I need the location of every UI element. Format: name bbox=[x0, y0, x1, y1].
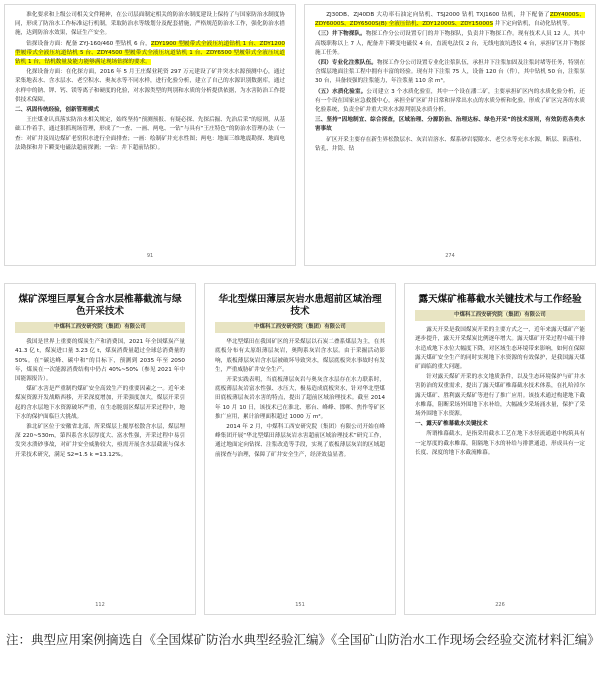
paragraph-text: 我国是世界上重要的煤炭生产和消费国，2021 年全国煤炭产量 41.3 亿 t，煤炭进口量 3.23 亿 t，煤炭消费量超过全球总消费量的 50%。在“碳达峰、碳中和”的目标下，预测到 2035 年至 2050 年，煤炭在一次能源消费结构中仍占 40%~50%（参见 2021 年中国能源报告）。 bbox=[15, 339, 185, 383]
page-number: 91 bbox=[146, 252, 154, 259]
paragraph-text: 华北型煤田在我国矿区的开采煤层以石炭二叠系煤层为主，在其底板分布有太原组薄层灰岩，奥陶系灰岩含水层。由于采掘活动影响，底板薄层灰岩含水层被破坏导致突水，煤层底板突水事故时有发生，严重威胁矿井安全生产。 bbox=[215, 339, 385, 373]
section-heading bbox=[315, 59, 585, 87]
paragraph bbox=[215, 423, 385, 460]
paragraph-text: 公司建立 3 个水质化验室，其中一个设在潘二矿，主要承担矿区内的水质化验分析，还有一个设在国家应急救援中心，承担全矿区矿井日常和异常出水点的水质分析和化验，形成了矿区完善的水质化验系统，负责全矿井重大突水水源判别及水质分析。 bbox=[315, 88, 585, 114]
paragraph-text: 准化要求和上级公司相关文件精神，在公司层面制定相关的防治水制度建设上保持了与国家防治水制度协同，形成了防治水工作标准运行机制，采取防治水等级划分及配套措施，严格规范防治水工作，强化防治水措施，达到防治水效果，保证生产安全。 bbox=[15, 12, 285, 37]
paragraph-text: 2014 年 2 月，中煤科工西安研究院（集团）有限公司开始在峰峰集团开展“华北型煤田薄层灰岩水害超前区域治理技术”研究工作，通过地面定向钻探、注浆改造等手段，实现了底板薄层灰岩的区域超前探查与治理，保障了矿井安全生产，经济效益显著。 bbox=[215, 424, 385, 458]
paragraph-text: 露天开采是我国煤炭开采的主要方式之一，近年来露天煤矿产能逐步提升，露天开采煤炭比例逐年增大。露天煤矿开采过程中疏干排水造成地下水位大幅度下降，对区域生态环境带来影响，如何在保障露天煤矿安全生产的同时实现地下水资源的有效保护，是我国露天煤矿面临的重大问题。 bbox=[415, 327, 585, 371]
section-heading bbox=[315, 30, 585, 58]
document-page-5 bbox=[404, 283, 596, 615]
article-title: 露天煤矿椎幕截水关键技术与工作经验 bbox=[418, 294, 582, 305]
paragraph-text: 开采实践表明，当底板薄层灰岩与奥灰含水层存在水力联系时，底板薄层灰岩富水性强、水压大，极易造成底板突水，针对华北型煤田底板薄层灰岩水害的特点，提出了超前区域治理技术。截至 2014 年 10 月 10 日，该技术已在淮北、邢台、峰峰、邯郸、焦作等矿区推广应用，累计治理面积超过 1000 万 m²。 bbox=[215, 377, 385, 420]
paragraph bbox=[15, 11, 285, 39]
organization-label: 中煤科工西安研究院（集团）有限公司 bbox=[15, 322, 185, 333]
section-heading bbox=[15, 106, 285, 115]
paragraph-text: （三）井下物探队。 bbox=[315, 31, 366, 38]
paragraph-text: 钻探设备方面：配备 ZYJ-160/460 型钻机 6 台， bbox=[26, 40, 151, 47]
paragraph bbox=[415, 373, 585, 419]
paragraph-text: 淮北矿区位于安徽省北部，所采煤层上覆厚松散含水层，煤层埋深 220~530m，第四系含水层厚度大、富水性强，开采过程中易引发突水溃砂事故，对矿井安全威胁较大，亟需开展含水层截流与保水开采技术研究，满足 S2=1.5 k =13.12%。 bbox=[15, 424, 185, 458]
document-page-2 bbox=[304, 4, 596, 266]
paragraph-text: 井下定向钻机，自动化钻机等。 bbox=[493, 21, 574, 28]
paragraph bbox=[315, 136, 585, 154]
section-heading bbox=[315, 116, 585, 134]
page-number: 274 bbox=[445, 252, 455, 259]
document-page-1 bbox=[4, 4, 296, 266]
document-page-4 bbox=[204, 283, 396, 615]
paragraph bbox=[315, 11, 585, 29]
paragraph-text: 一、露天矿椎幕截水关键技术 bbox=[415, 421, 488, 428]
document-page-3 bbox=[4, 283, 196, 615]
paragraph-text: 三、坚持“因地制宜、综合探查，区域治理、分源防治、治理达标、绿色开采”的技术原则，有效防范各类水害事故 bbox=[315, 117, 585, 133]
paragraph bbox=[215, 338, 385, 375]
section-heading bbox=[415, 420, 585, 429]
paragraph bbox=[15, 40, 285, 68]
paragraph bbox=[215, 376, 385, 422]
paragraph-text: （五）水质化验室。 bbox=[315, 88, 367, 95]
page-number: 112 bbox=[95, 601, 105, 608]
paragraph-text: 所谓椎幕截水，是指采用截水工艺在地下水径流通道中构筑具有一定厚度的截水帷幕，阻隔地下水的补给与排泄通道，形成具有一定长度、深度的地下水截流帷幕。 bbox=[415, 431, 585, 456]
organization-label: 中煤科工西安研究院（集团）有限公司 bbox=[215, 322, 385, 333]
highlighted-text: ZDY4000S、ZDY6000S、ZDY6500S(B) 全液压钻机、ZDY12000S、ZDY15000S bbox=[315, 12, 585, 28]
paragraph-text: 化探设备方面：在化探方面，2016 年 5 月王庄煤业耗资 297 万元建设了矿井突水水源预测中心，通过采集地表水、含水层水、老空积水、奥灰水等不同水样，进行化验分析，建立了自己的水源识别数据库，通过水样中的钠、钾、钙、镁等离子和硬度的化验，对水源类型的判别和水质的分析提供依据，为水害防治工作提供技术保障。 bbox=[15, 69, 285, 103]
article-title: 煤矿深埋巨厚复合含水层椎幕截流与绿色开采技术 bbox=[18, 294, 182, 317]
section-heading bbox=[315, 88, 585, 116]
page-number: 151 bbox=[295, 601, 305, 608]
paragraph bbox=[15, 423, 185, 460]
article-title: 华北型煤田薄层灰岩水患超前区域治理技术 bbox=[218, 294, 382, 317]
paragraph bbox=[15, 385, 185, 422]
paragraph-text: 针对露天煤矿开采的水文地质条件，以及生态环境保护与矿井水害防治的双重需求，提出了露天煤矿椎幕截水技术体系，在扎哈淖尔露天煤矿、胜利露天煤矿等进行了推广应用。该技术通过构建地下截水帷幕，阻断采场外围地下水补给，大幅减少采场涌水量，保护了采场外围地下水资源。 bbox=[415, 374, 585, 418]
paragraph-text: 物探工作分公司设置专业化注浆队伍，承担井下注浆加固及注浆封堵等任务，特别在含煤层地面注浆工程中拥有丰富的经验。现有井下注浆 75 人，设备 120 台（件），其中钻机 50 台，注浆泵 30 台，具备较强的注浆能力，年注浆量 110 余 m³。 bbox=[315, 60, 585, 85]
paragraph bbox=[415, 430, 585, 458]
page-number: 226 bbox=[495, 601, 505, 608]
paragraph bbox=[415, 326, 585, 372]
footnote: 注：典型应用案例摘选自《全国煤矿防治水典型经验汇编》《全国矿山防治水工作现场会经验交流材料汇编》 bbox=[6, 632, 600, 647]
paragraph bbox=[15, 116, 285, 153]
highlighted-text: ZDY1900 型履带式全液压坑道钻机 1 台、ZDY1200 型履带式全液压坑道钻机 5 台、ZDY4500 型履带式全液压坑道钻机 1 台、ZDY6500 型履带式全液压坑道钻机 1 台，钻机数量及能力能够满足现场钻探的要求。 bbox=[15, 40, 285, 66]
paragraph bbox=[15, 68, 285, 105]
paragraph-text: 煤矿水害是严重制约煤矿安全高效生产的重要因素之一。近年来煤炭资源开发战略西移，开采深度增加，开采强度加大，煤层开采引起的含水层地下水资源破坏严重，在生态脆弱区煤层开采过程中，地下水的保护面临巨大挑战。 bbox=[15, 386, 185, 420]
paragraph-text: 物探工作分公司设置专门的井下物探队，负责井下物探工作。现有技术人员 12 人，其中高级职称以上 7 人，配备井下瞬变电磁仪 4 台，直流电法仪 2 台，无线电波坑透仪 4 台，承担矿区井下物探施工任务。 bbox=[315, 31, 585, 56]
paragraph-text: ZJ30DB、ZJ40DB 大功率石油定向钻机、TSJ2000 钻机 TXJ1600 钻机，井下配备了 bbox=[326, 12, 550, 18]
paragraph-text: 王庄煤业认真落实防治水相关规定，始终坚持“预测预报、有疑必探、先探后掘、先治后采”的原则，从基础工作着手，通过狠抓现场管理，形成了“一查、一画、两电、一钻”与具有“王庄特色”的防治水管理办法（一查：对矿井及周边煤矿老窑积水进行全面排查；一画：绘制矿井充水性图；两电：地面三维地震勘探、地面电法勘探和井下瞬变电磁法超前探测；一钻：井下超前钻探）。 bbox=[15, 117, 285, 151]
paragraph-text: 矿区开采主要存在新生界松散层水、灰岩岩溶水、煤系砂岩裂隙水、老空水等充水水源，断层、陷落柱、钻孔、井筒、钻 bbox=[315, 136, 585, 152]
organization-label: 中煤科工西安研究院（集团）有限公司 bbox=[415, 310, 585, 321]
paragraph-text: （四）专业化注浆队伍。 bbox=[315, 60, 377, 67]
paragraph bbox=[15, 338, 185, 384]
paragraph-text: 二、巩固传统经验，创新管理模式 bbox=[15, 107, 99, 114]
